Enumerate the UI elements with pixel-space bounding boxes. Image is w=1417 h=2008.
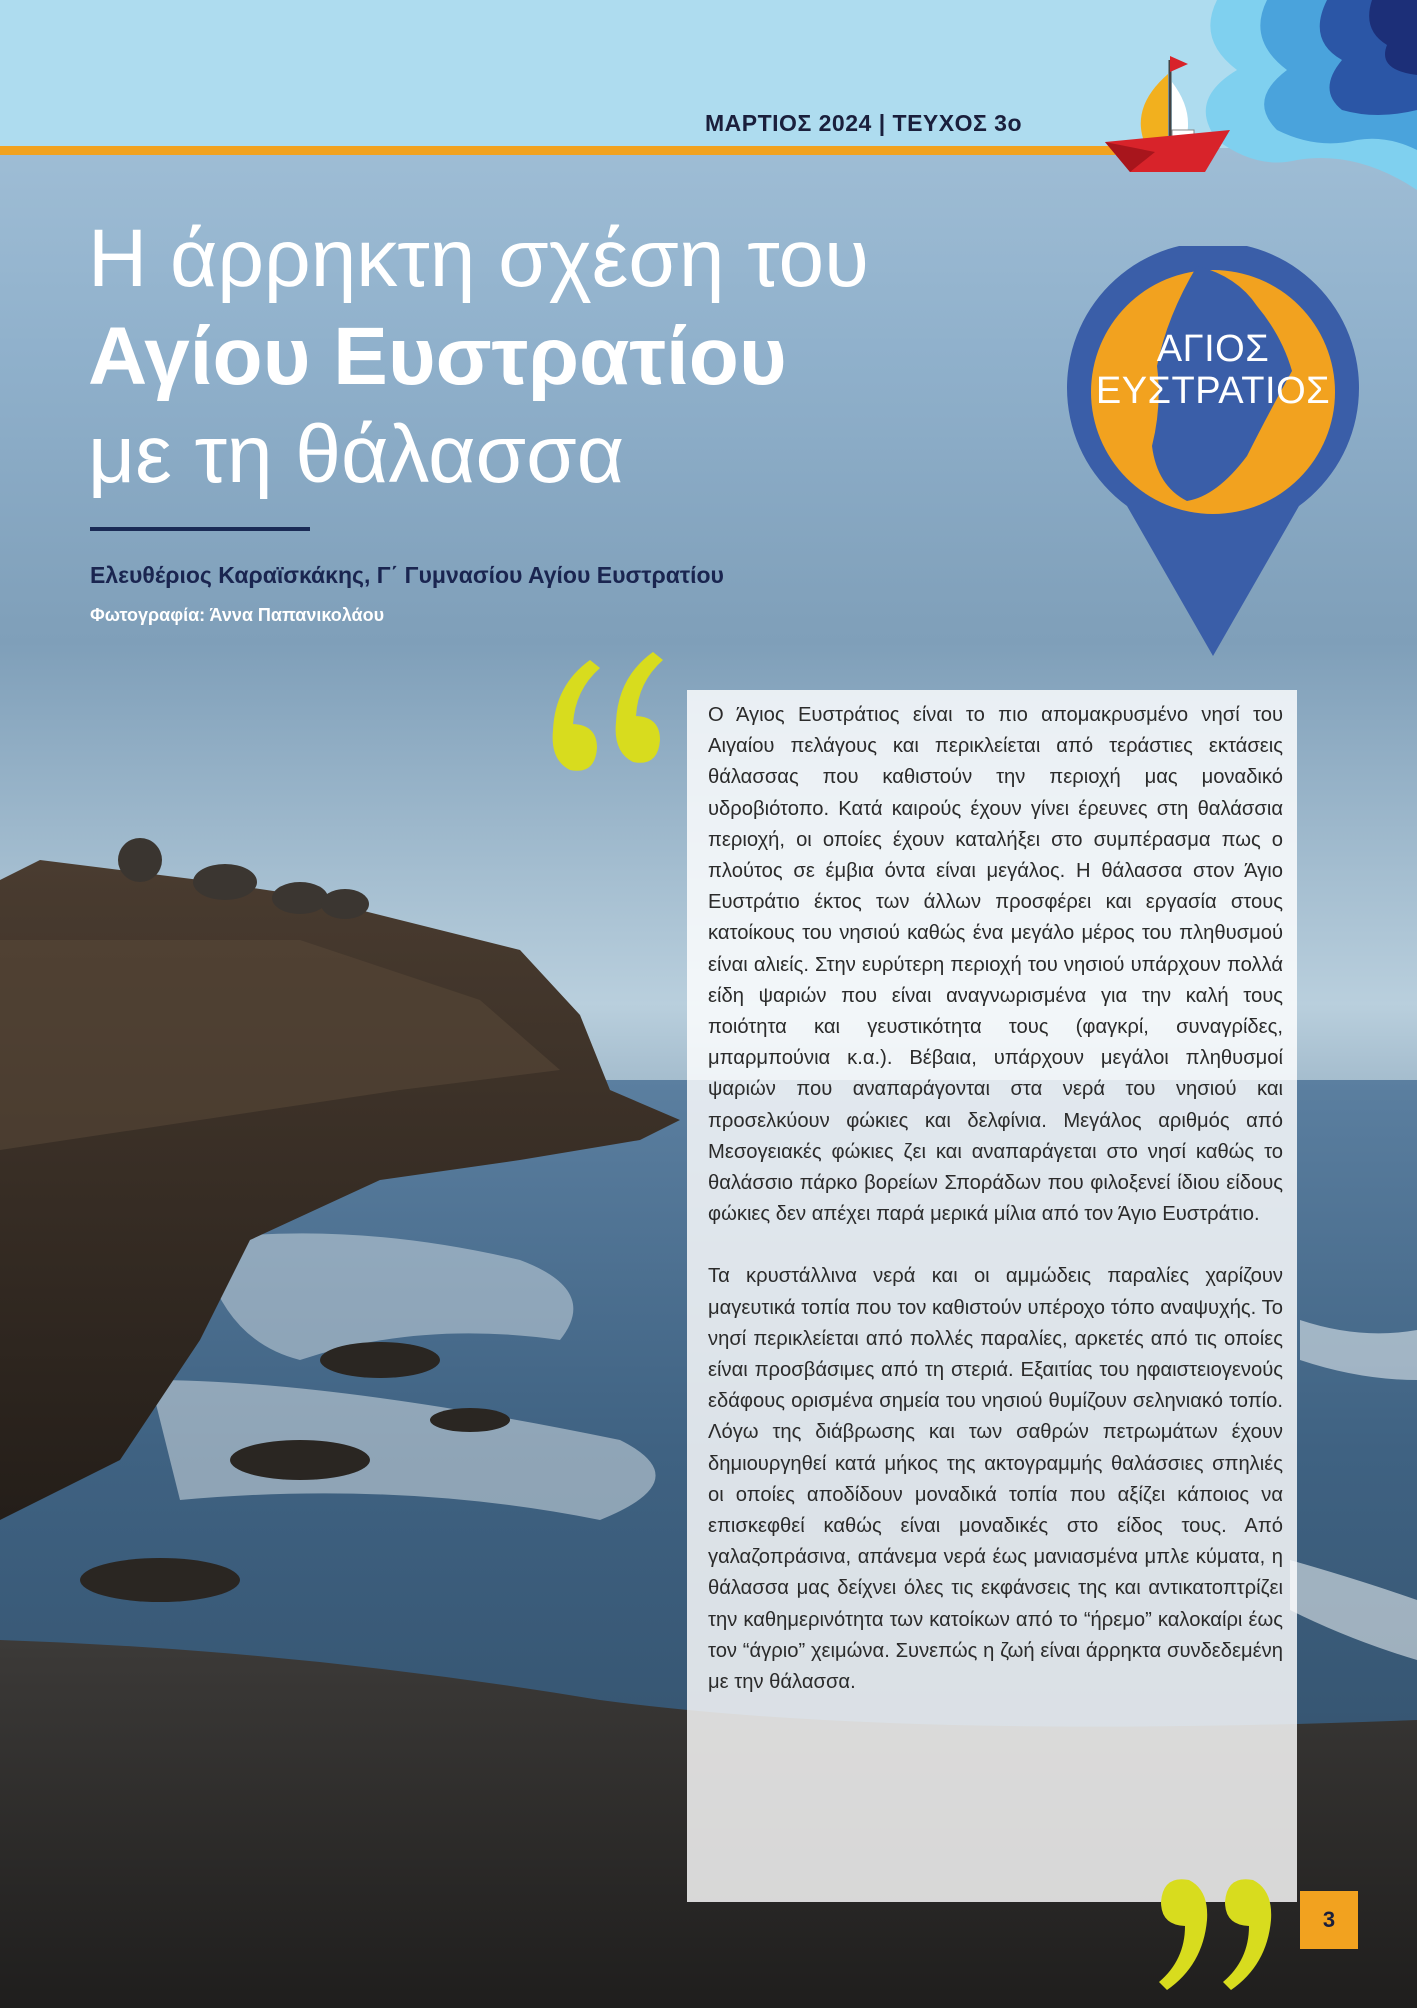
pin-label [1080, 328, 1346, 412]
article-title [88, 210, 869, 504]
paper-boat-icon [1100, 52, 1235, 192]
pin-label-line-2: ΕΥΣΤΡΑΤΙΟΣ [1095, 370, 1331, 412]
article-paragraph-1: Ο Άγιος Ευστράτιος είναι το πιο απομακρυσμένο νησί του Αιγαίου πελάγους και περικλείεται από τεράστιες εκτάσεις θάλασσας που καθιστούν την περιοχή μας μοναδικό υδροβιότοπο. Κατά καιρούς έχουν γίνει έρευνες στη θαλάσσια περιοχή, οι οποίες έχουν καταλήξει στο συμπέρασμα πως ο πλούτος σε έμβια όντα είναι μεγάλος. Η θάλασσα στον Άγιο Ευστράτιο έκτος των άλλων προσφέρει και εργασία στους κατοίκους του νησιού καθώς ένα μεγάλο μέρος του πληθυσμού είναι αλιείς. Στην ευρύτερη περιοχή του νησιού υπάρχουν πολλά είδη ψαριών που είναι αναγνωρισμένα για την καλή τους ποιότητα και γευστικότητα τους (φαγκρί, συναγρίδες, μπαρμπούνια κ.α.). Βέβαια, υπάρχουν μεγάλοι πληθυσμοί ψαριών που αναπαράγονται στα νερά του νησιού και προσελκύουν φώκιες και δελφίνια. Μεγάλος αριθμός από Μεσογειακές φώκιες ζει και αναπαράγεται στο νησί καθώς το θαλάσσιο πάρκο βορείων Σποράδων που φιλοξενεί ίδιου είδους φώκιες δεν απέχει παρά μερικά μίλια από τον Άγιο Ευστράτιο. [708, 704, 1283, 1226]
pin-label-line-1: ΑΓΙΟΣ [1156, 328, 1270, 370]
article-body [687, 690, 1297, 1902]
title-underline [90, 527, 310, 531]
author-line: Ελευθέριος Καραϊσκάκης, Γ΄ Γυμνασίου Αγίου Ευστρατίου [90, 562, 724, 588]
title-line-1: Η άρρηκτη σχέση του [88, 213, 869, 304]
close-quote-icon [1145, 1860, 1280, 2000]
article-paragraph-2: Τα κρυστάλλινα νερά και οι αμμώδεις παραλίες χαρίζουν μαγευτικά τοπία που τον καθιστούν υπέροχο τόπο αναψυχής. Το νησί περικλείεται από πολλές παραλίες, αρκετές από τις οποίες είναι προσβάσιμες από τη στεριά. Εξαιτίας του ηφαιστειογενούς εδάφους ορισμένα σημεία του νησιού θυμίζουν σεληνιακό τοπίο. Λόγω της διάβρωσης και των σαθρών πετρωμάτων έχουν δημιουργηθεί κατά μήκος της ακτογραμμής θαλάσσιες σπηλιές οι οποίες αποδίδουν μοναδικά τοπία που αξίζει κάποιος να επισκεφθεί καθώς είναι μοναδικές στο είδος τους. Από γαλαζοπράσινα, απάνεμα νερά έως μανιασμένα μπλε κύματα, η θάλασσα μας δείχνει όλες τις εκφάνσεις της και αντικατοπτρίζει την καθημερινότητα των κατοίκων από το “ήρεμο” καλοκαίρι έως τον “άγριο” χειμώνα. Συνεπώς η ζωή είναι άρρηκτα συνδεδεμένη με την θάλασσα. [708, 1265, 1283, 1694]
open-quote-icon [535, 640, 665, 790]
issue-date: ΜΑΡΤΙΟΣ 2024 | ΤΕΥΧΟΣ 3ο [705, 110, 1023, 136]
header-rule [0, 146, 1115, 155]
photo-credit: Φωτογραφία: Άννα Παπανικολάου [90, 605, 385, 625]
page-number: 3 [1300, 1891, 1358, 1949]
title-line-3: με τη θάλασσα [88, 409, 625, 500]
map-pin-icon [1067, 246, 1359, 656]
title-line-2: Αγίου Ευστρατίου [88, 311, 787, 402]
